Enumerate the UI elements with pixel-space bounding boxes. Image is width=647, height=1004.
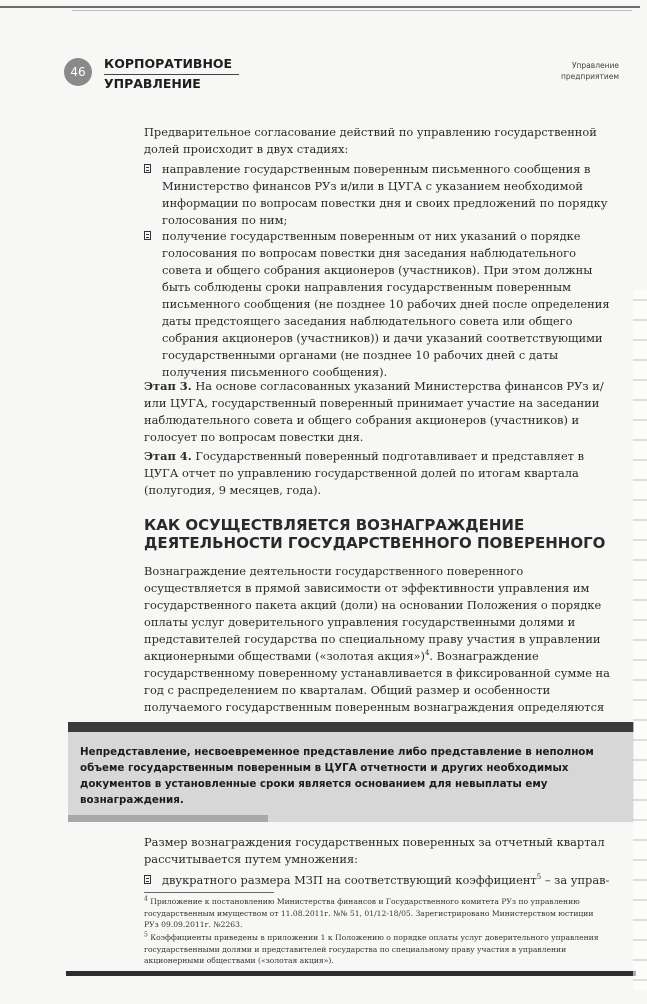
section-heading-line2: ДЕЯТЕЛЬНОСТИ ГОСУДАРСТВЕННОГО ПОВЕРЕННОГО xyxy=(144,534,606,552)
list-item-text: направление государственным поверенным письменного сообщения в Министерство финансов РУз и/или в ЦУГА с указанием необходимой информации по вопросам повестки дня и своих предложений по порядку голосования по ним; xyxy=(162,162,608,227)
footnote-5 xyxy=(144,932,604,967)
top-rule-thin xyxy=(72,10,632,11)
list-item xyxy=(144,228,614,381)
list-item xyxy=(144,161,614,229)
section-heading-line1: КАК ОСУЩЕСТВЛЯЕТСЯ ВОЗНАГРАЖДЕНИЕ xyxy=(144,516,525,534)
section-title xyxy=(104,56,239,92)
footnote-4-mark: 4 xyxy=(144,895,148,903)
footnote-5-mark: 5 xyxy=(144,931,148,939)
list-bullet-icon xyxy=(144,164,151,173)
calc-bullet-text-2: – за управ- xyxy=(541,873,610,887)
list-item xyxy=(144,872,614,889)
list-item-text xyxy=(162,872,614,889)
list-bullet-icon xyxy=(144,875,151,884)
stage-4-label: Этап 4. xyxy=(144,449,192,463)
stage-4-paragraph xyxy=(144,448,610,499)
calc-intro-paragraph: Размер вознаграждения государственных поверенных за отчетный квартал рассчитывается путем умножения: xyxy=(144,835,605,866)
footnote-rule xyxy=(144,892,274,893)
callout-text: Непредставление, несвоевременное представление либо представление в неполном объеме государственным поверенным в ЦУГА отчетности и других необходимых документов в установленные сроки является основанием для невыплаты ему вознаграждения. xyxy=(80,746,594,806)
calc-bullet-text-1: двукратного размера МЗП на соответствующий коэффициент xyxy=(162,873,537,887)
bottom-rule xyxy=(66,971,636,976)
reward-paragraph-text-1: Вознаграждение деятельности государственного поверенного осуществляется в прямой зависимости от эффективности управления им государственного пакета акций (доли) на основании Положения о порядке оплаты услуг доверительного управления государственными долями и представителей государства по специальному праву участия в управлении акционерными обществами («золотая акция») xyxy=(144,564,602,663)
list-item-text: получение государственным поверенным от них указаний о порядке голосования по вопросам повестки дня заседания наблюдательного совета и общего собрания акционеров (участников). При этом должны быть соблюдены сроки направления государственным поверенным письменного сообщения (не позднее 10 рабочих дней после определения даты предстоящего заседания наблюдательного совета или общего собрания акционеров (участников)) и дачи указаний соответствующими государственными органами (не позднее 10 рабочих дней с даты получения письменного сообщения). xyxy=(162,229,610,379)
page-number-badge: 46 xyxy=(64,58,92,86)
footnote-ref-4: 4 xyxy=(424,649,430,658)
list-bullet-icon xyxy=(144,231,151,240)
section-title-line2: УПРАВЛЕНИЕ xyxy=(104,76,201,91)
reward-paragraph xyxy=(144,563,610,733)
section-title-line1: КОРПОРАТИВНОЕ xyxy=(104,56,239,75)
running-head xyxy=(561,60,619,82)
footnote-4 xyxy=(144,896,604,931)
intro-paragraph: Предварительное согласование действий по управлению государственной долей происходит в двух стадиях: xyxy=(144,125,597,156)
callout-box xyxy=(68,722,634,822)
running-head-line1: Управление xyxy=(571,61,619,70)
footnote-ref-5: 5 xyxy=(536,873,542,882)
stage-3-paragraph xyxy=(144,378,610,446)
stage-3-label: Этап 3. xyxy=(144,379,192,393)
top-rule xyxy=(0,6,640,8)
scan-edge-artifact xyxy=(633,290,647,990)
running-head-line2: предприятием xyxy=(560,72,619,81)
footnote-4-text: Приложение к постановлению Министерства финансов и Государственного комитета РУз по управлению государственным имуществом от 11.08.2011г. №№ 51, 01/12-18/05. Зарегистрировано Министерством юстиции РУз 09.09.2011г. №2263. xyxy=(144,897,594,929)
footnote-5-text: Коэффициенты приведены в приложении 1 к Положению о порядке оплаты услуг доверительного управления государственными долями и представителей государства по специальному праву участия в управлении акционерными обществами («золотая акция»). xyxy=(144,933,599,965)
callout-top-bar xyxy=(68,722,634,732)
reward-paragraph-text-2: . Вознаграждение государственному поверенному устанавливается в фиксированной сумме на год с распределением по кварталам. Общий размер и особенности получаемого государственным поверенным вознаграждения определяются xyxy=(144,649,610,714)
stage-3-text: На основе согласованных указаний Министерства финансов РУз и/или ЦУГА, государственный поверенный принимает участие на заседании наблюдательного совета и общего собрания акционеров (участников) и голосует по вопросам повестки дня. xyxy=(144,379,604,444)
section-heading xyxy=(144,516,614,552)
stage-4-text: Государственный поверенный подготавливает и представляет в ЦУГА отчет по управлению государственной долей по итогам квартала (полугодия, 9 месяцев, года). xyxy=(144,449,585,497)
callout-bottom-strip xyxy=(68,815,268,822)
